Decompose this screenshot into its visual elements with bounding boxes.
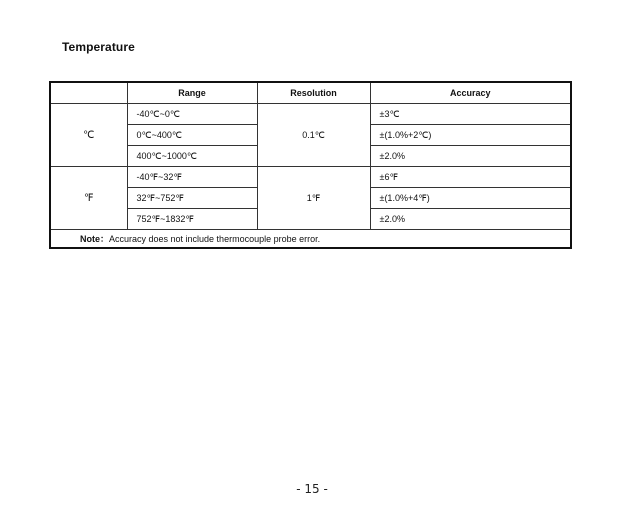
header-range: Range xyxy=(127,82,257,104)
section-title: Temperature xyxy=(62,40,135,54)
resolution-celsius: 0.1℃ xyxy=(257,104,370,167)
header-unit xyxy=(50,82,127,104)
range-cell: 752℉~1832℉ xyxy=(127,209,257,230)
table-row xyxy=(50,167,571,188)
range-cell: 32℉~752℉ xyxy=(127,188,257,209)
accuracy-cell: ±3℃ xyxy=(370,104,571,125)
range-cell: -40℉~32℉ xyxy=(127,167,257,188)
accuracy-cell: ±2.0% xyxy=(370,209,571,230)
note-label: Note： xyxy=(80,233,109,244)
accuracy-cell: ±2.0% xyxy=(370,146,571,167)
accuracy-cell: ±6℉ xyxy=(370,167,571,188)
note-row xyxy=(50,230,571,249)
table-row xyxy=(50,104,571,125)
note-text: Accuracy does not include thermocouple probe error. xyxy=(109,233,321,244)
temperature-spec-table xyxy=(49,81,572,249)
accuracy-cell: ±(1.0%+4℉) xyxy=(370,188,571,209)
range-cell: 400℃~1000℃ xyxy=(127,146,257,167)
range-cell: 0℃~400℃ xyxy=(127,125,257,146)
table-header-row xyxy=(50,82,571,104)
page-number: - 15 - xyxy=(296,482,328,496)
range-cell: -40℃~0℃ xyxy=(127,104,257,125)
header-resolution: Resolution xyxy=(257,82,370,104)
unit-celsius: ℃ xyxy=(50,104,127,167)
note-cell xyxy=(50,230,571,249)
header-accuracy: Accuracy xyxy=(370,82,571,104)
resolution-fahrenheit: 1℉ xyxy=(257,167,370,230)
accuracy-cell: ±(1.0%+2℃) xyxy=(370,125,571,146)
unit-fahrenheit: ℉ xyxy=(50,167,127,230)
